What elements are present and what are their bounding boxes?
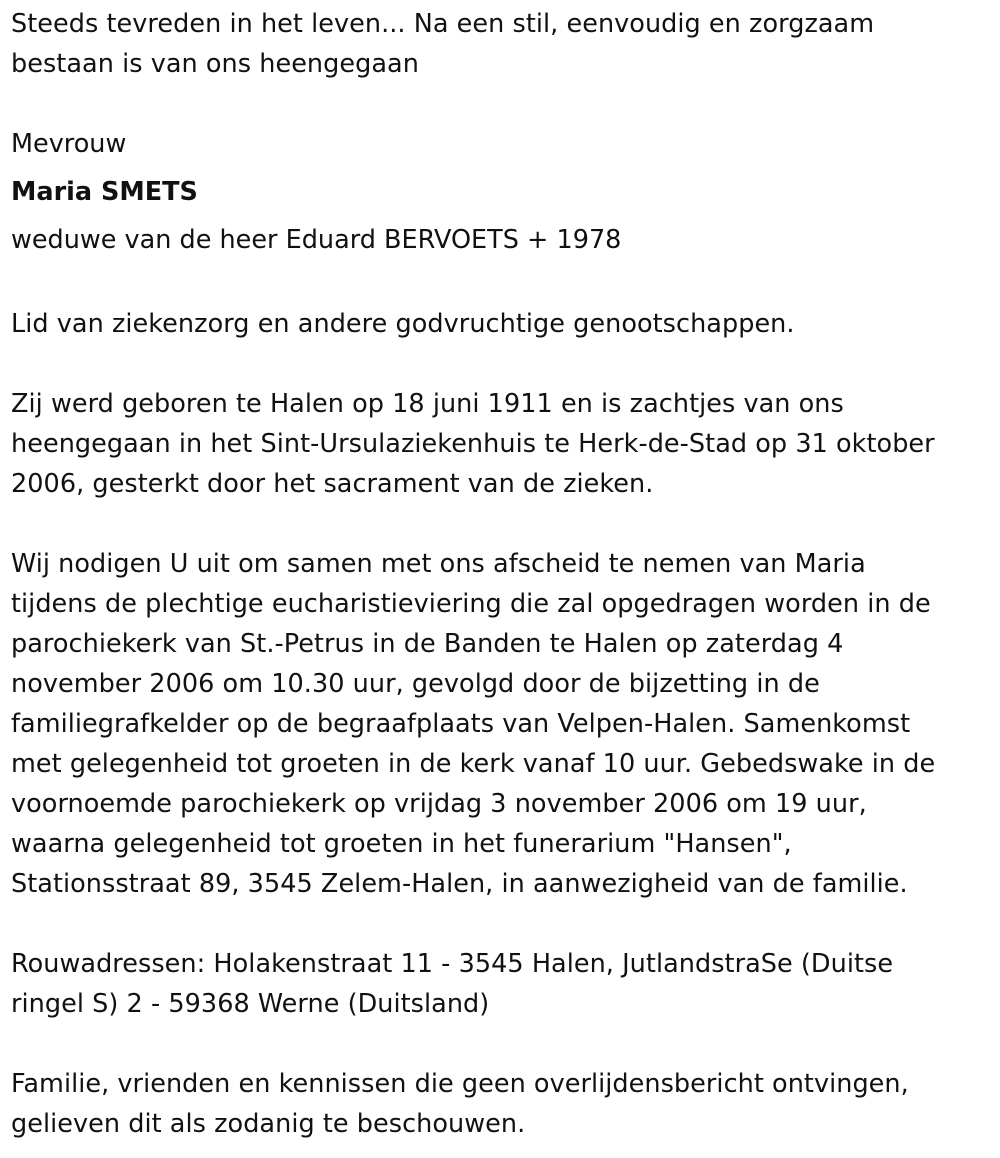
deceased-name: Maria SMETS (11, 177, 198, 207)
invitation-line: Wij nodigen U uit om samen met ons afscheid te nemen van Maria (11, 549, 866, 579)
person-heading (11, 124, 1000, 264)
addresses-paragraph (11, 944, 1000, 1024)
addresses-line: Rouwadressen: Holakenstraat 11 - 3545 Halen, JutlandstraSe (Duitse (11, 949, 894, 979)
salutation: Mevrouw (11, 129, 127, 159)
spouse-relation: weduwe van de heer Eduard BERVOETS + 1978 (11, 225, 622, 255)
invitation-line: november 2006 om 10.30 uur, gevolgd door de bijzetting in de (11, 669, 820, 699)
birth-death-line: 2006, gesterkt door het sacrament van de zieken. (11, 469, 654, 499)
intro-line: Steeds tevreden in het leven... Na een stil, eenvoudig en zorgzaam (11, 9, 875, 39)
birth-death-paragraph (11, 384, 1000, 504)
invitation-line: voornoemde parochiekerk op vrijdag 3 november 2006 om 19 uur, (11, 789, 867, 819)
invitation-paragraph (11, 544, 1000, 904)
invitation-line: waarna gelegenheid tot groeten in het funerarium "Hansen", (11, 829, 792, 859)
invitation-line: met gelegenheid tot groeten in de kerk vanaf 10 uur. Gebedswake in de (11, 749, 936, 779)
invitation-line: parochiekerk van St.-Petrus in de Banden te Halen op zaterdag 4 (11, 629, 844, 659)
closing-paragraph (11, 1064, 1000, 1144)
intro-line: bestaan is van ons heengegaan (11, 49, 419, 79)
birth-death-line: heengegaan in het Sint-Ursulaziekenhuis te Herk-de-Stad op 31 oktober (11, 429, 935, 459)
closing-line: gelieven dit als zodanig te beschouwen. (11, 1109, 526, 1139)
addresses-line: ringel S) 2 - 59368 Werne (Duitsland) (11, 989, 490, 1019)
birth-death-line: Zij werd geboren te Halen op 18 juni 1911 en is zachtjes van ons (11, 389, 844, 419)
invitation-line: familiegrafkelder op de begraafplaats van Velpen-Halen. Samenkomst (11, 709, 911, 739)
intro-paragraph (11, 4, 1000, 84)
invitation-line: Stationsstraat 89, 3545 Zelem-Halen, in aanwezigheid van de familie. (11, 869, 908, 899)
invitation-line: tijdens de plechtige eucharistieviering die zal opgedragen worden in de (11, 589, 931, 619)
membership-line: Lid van ziekenzorg en andere godvruchtige genootschappen. (11, 309, 795, 339)
closing-line: Familie, vrienden en kennissen die geen overlijdensbericht ontvingen, (11, 1069, 909, 1099)
membership-paragraph (11, 304, 1000, 344)
